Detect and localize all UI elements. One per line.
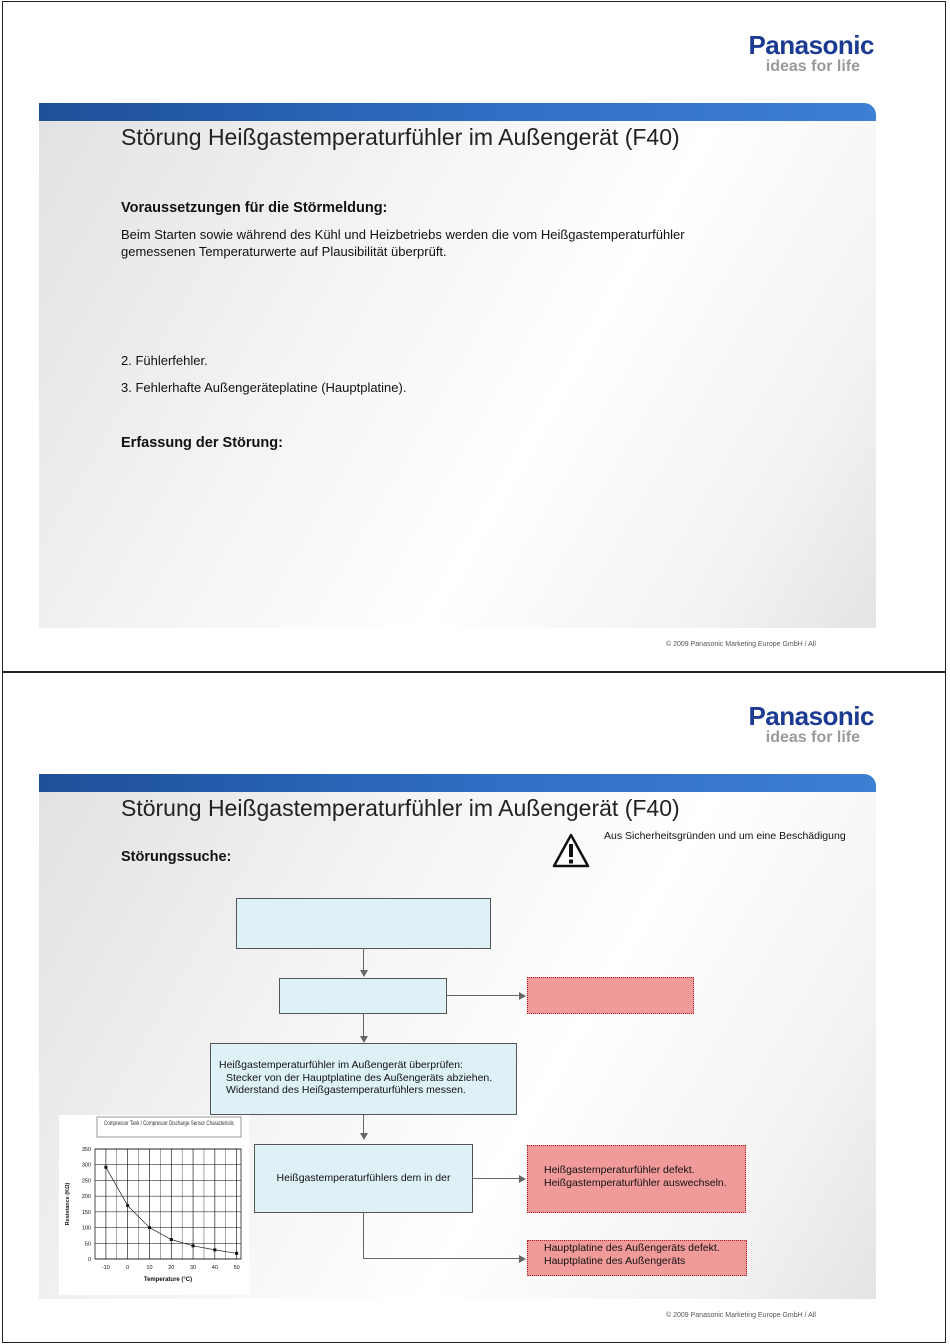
flow-arrow-6-vertical [363,1213,364,1259]
warning-icon [552,833,590,869]
header-band [39,103,876,121]
chart-data-point [213,1248,216,1251]
chart-data-point [192,1244,195,1247]
flow-arrow-4 [363,1115,364,1135]
chart-xtick-label: -10 [101,1265,110,1271]
chart-data-point [104,1166,107,1169]
board-defect-line-1: Hauptplatine des Außengeräts defekt. [544,1242,720,1254]
slide-title: Störung Heißgastemperaturfühler im Außengerät (F40) [121,124,680,150]
header-band [39,774,876,792]
chart-xtick-label: 50 [233,1265,240,1271]
prerequisites-text-line-2: gemessenen Temperaturwerte auf Plausibilität überprüft. [121,244,447,259]
chart-ytick-label: 50 [84,1241,91,1248]
logo-brand: Panasonic [748,701,874,731]
flow-arrow-1 [363,949,364,972]
flow-arrow-2-head [519,992,526,1000]
slide-1 [2,1,946,672]
slide-title: Störung Heißgastemperaturfühler im Außengerät (F40) [121,795,680,821]
chart-ylabel: Resistance (KΩ) [65,1182,71,1226]
logo-brand: Panasonic [748,30,874,60]
flow-box-check-1 [279,978,447,1014]
chart-ytick-label: 150 [81,1209,91,1216]
check-sensor-line-1: Heißgastemperaturfühler im Außengerät überprüfen: [219,1059,463,1071]
section-heading-troubleshooting: Störungssuche: [121,849,232,865]
logo-tagline: ideas for life [765,58,860,75]
section-heading-detection: Erfassung der Störung: [121,435,283,451]
cause-item-2: 2. Fühlerfehler. [121,353,208,368]
flow-box-board-defect [527,1240,747,1276]
flow-arrow-6-horizontal [363,1258,520,1259]
flow-box-start [236,898,491,949]
chart-ytick-label: 200 [81,1194,91,1201]
cause-item-3: 3. Fehlerhafte Außengeräteplatine (Hauptplatine). [121,380,407,395]
flow-box-result-1 [527,977,694,1014]
warning-text: Aus Sicherheitsgründen und um eine Beschädigung [604,830,846,842]
chart-title-box [97,1117,241,1137]
slide-2 [2,672,946,1343]
flow-arrow-3 [363,1014,364,1038]
flow-arrow-4-head [360,1133,368,1140]
chart-svg [59,1115,249,1295]
sensor-characteristic-chart [59,1115,249,1295]
content-background [39,121,876,628]
flow-arrow-6-head [519,1255,526,1263]
chart-title: Compressor Tank / Compressor Discharge Sensor Characteristic [104,1121,234,1127]
logo-tagline: ideas for life [765,729,860,746]
chart-xlabel: Temperature (°C) [143,1277,193,1283]
flow-arrow-1-head [360,970,368,977]
section-heading-prerequisites: Voraussetzungen für die Störmeldung: [121,200,388,216]
panasonic-logo [748,703,874,747]
flow-box-sensor-defect [527,1145,746,1213]
footer-copyright: © 2009 Panasonic Marketing Europe GmbH / All [666,641,816,648]
compare-text: Heißgastemperaturfühlers dem in der [276,1172,451,1185]
chart-xtick-label: 10 [146,1265,153,1271]
chart-data-point [170,1238,173,1241]
chart-ytick-label: 250 [81,1178,91,1185]
chart-data-point [126,1204,129,1207]
chart-ytick-label: 350 [81,1147,91,1153]
check-sensor-line-2: Stecker von der Hauptplatine des Außengeräts abziehen. [226,1071,493,1084]
chart-xtick-label: 0 [126,1265,130,1271]
chart-xtick-label: 20 [168,1265,175,1271]
chart-data-point [148,1226,151,1229]
chart-xtick-label: 30 [189,1265,197,1271]
flow-arrow-5 [473,1178,520,1179]
chart-ytick-label: 0 [87,1257,91,1263]
flow-box-check-sensor [210,1043,517,1115]
chart-data-point [235,1252,238,1255]
flow-arrow-3-head [360,1036,368,1043]
panasonic-logo [748,32,874,76]
board-defect-line-2: Hauptplatine des Außengeräts [544,1254,686,1267]
footer-copyright: © 2009 Panasonic Marketing Europe GmbH / All [666,1312,816,1319]
flow-arrow-5-head [519,1175,526,1183]
check-sensor-line-3: Widerstand des Heißgastemperaturfühlers messen. [226,1084,466,1096]
chart-xtick-label: 40 [211,1265,218,1271]
flow-box-compare [254,1144,473,1213]
sensor-defect-line-2: Heißgastemperaturfühler auswechseln. [544,1176,727,1189]
chart-ytick-label: 100 [81,1225,91,1232]
flow-arrow-2 [447,995,520,996]
sensor-defect-line-1: Heißgastemperaturfühler defekt. [544,1164,695,1176]
chart-ytick-label: 300 [81,1162,91,1169]
prerequisites-text-line-1: Beim Starten sowie während des Kühl und Heizbetriebs werden die vom Heißgastemperaturfühler [121,227,685,242]
